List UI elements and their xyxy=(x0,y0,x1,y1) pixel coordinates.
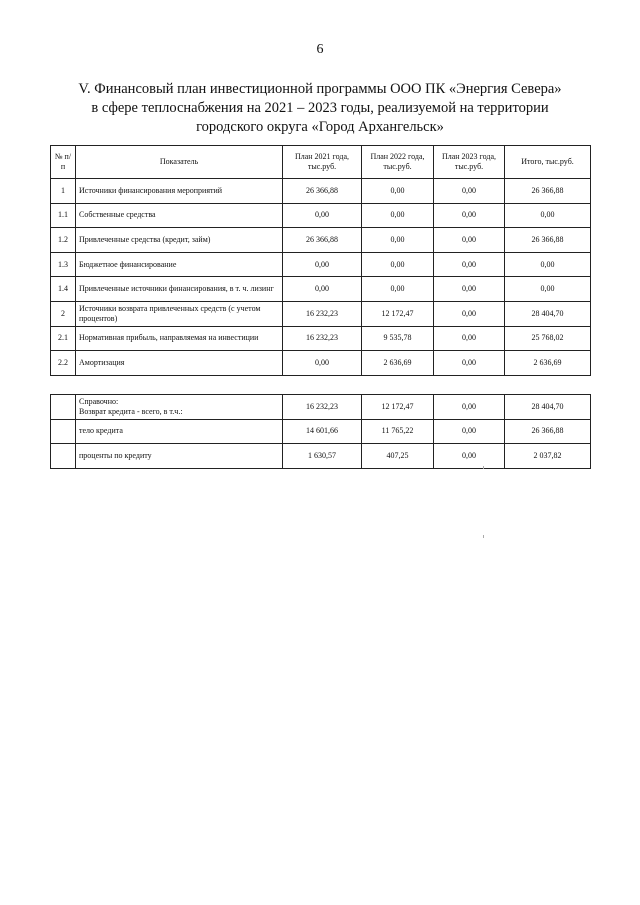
value-2021: 0,00 xyxy=(283,203,362,228)
row-index: 2 xyxy=(51,301,76,326)
row-indicator: Собственные средства xyxy=(76,203,283,228)
row-index xyxy=(51,395,76,420)
value-2021: 14 601,66 xyxy=(283,419,362,444)
value-2022: 2 636,69 xyxy=(362,351,434,376)
value-total: 0,00 xyxy=(505,203,591,228)
value-2022: 0,00 xyxy=(362,203,434,228)
row-indicator: Источники возврата привлеченных средств (с учетом процентов) xyxy=(76,301,283,326)
value-2023: 0,00 xyxy=(434,395,505,420)
value-2021: 16 232,23 xyxy=(283,395,362,420)
value-2023: 0,00 xyxy=(434,179,505,204)
row-index: 1.3 xyxy=(51,252,76,277)
value-2023: 0,00 xyxy=(434,351,505,376)
value-2023: 0,00 xyxy=(434,277,505,302)
scan-mark xyxy=(483,466,484,469)
value-2022: 0,00 xyxy=(362,277,434,302)
row-indicator xyxy=(76,444,283,469)
value-total: 0,00 xyxy=(505,277,591,302)
table-row xyxy=(51,326,591,351)
row-index: 2.2 xyxy=(51,351,76,376)
value-2022: 0,00 xyxy=(362,179,434,204)
table-row xyxy=(51,444,591,469)
table-row xyxy=(51,395,591,420)
heading-line-3: городского округа «Город Архангельск» xyxy=(196,119,444,135)
heading-line-2: в сфере теплоснабжения на 2021 – 2023 годы, реализуемой на территории xyxy=(91,100,549,116)
value-2022: 11 765,22 xyxy=(362,419,434,444)
scan-mark xyxy=(483,535,484,538)
value-2022: 0,00 xyxy=(362,228,434,253)
header-total: Итого, тыс.руб. xyxy=(505,146,591,179)
row-index: 1.4 xyxy=(51,277,76,302)
value-2021: 1 630,57 xyxy=(283,444,362,469)
value-total: 28 404,70 xyxy=(505,301,591,326)
header-plan-2021: План 2021 года, тыс.руб. xyxy=(283,146,362,179)
value-total: 26 366,88 xyxy=(505,179,591,204)
value-total: 2 037,82 xyxy=(505,444,591,469)
value-2023: 0,00 xyxy=(434,203,505,228)
value-total: 25 768,02 xyxy=(505,326,591,351)
value-2021: 26 366,88 xyxy=(283,228,362,253)
value-2022: 12 172,47 xyxy=(362,395,434,420)
value-2021: 16 232,23 xyxy=(283,301,362,326)
table-row xyxy=(51,252,591,277)
row-index: 2.1 xyxy=(51,326,76,351)
document-heading xyxy=(40,80,600,137)
financial-plan-table xyxy=(50,145,591,376)
row-index: 1 xyxy=(51,179,76,204)
header-indicator: Показатель xyxy=(76,146,283,179)
row-index: 1.2 xyxy=(51,228,76,253)
indicator-line: проценты по кредиту xyxy=(79,450,152,460)
value-total: 26 366,88 xyxy=(505,419,591,444)
indicator-line: Возврат кредита - всего, в т.ч.: xyxy=(79,406,183,416)
row-indicator: Бюджетное финансирование xyxy=(76,252,283,277)
row-index xyxy=(51,419,76,444)
value-2023: 0,00 xyxy=(434,228,505,253)
value-2023: 0,00 xyxy=(434,326,505,351)
page-number: 6 xyxy=(316,42,324,57)
header-index: № п/п xyxy=(51,146,76,179)
value-2022: 407,25 xyxy=(362,444,434,469)
row-index xyxy=(51,444,76,469)
row-indicator: Привлеченные средства (кредит, займ) xyxy=(76,228,283,253)
row-indicator: Источники финансирования мероприятий xyxy=(76,179,283,204)
table-row xyxy=(51,179,591,204)
value-2021: 16 232,23 xyxy=(283,326,362,351)
value-total: 0,00 xyxy=(505,252,591,277)
value-2023: 0,00 xyxy=(434,252,505,277)
heading-line-1: V. Финансовый план инвестиционной программы ООО ПК «Энергия Севера» xyxy=(78,81,562,97)
row-indicator: Привлеченные источники финансирования, в т. ч. лизинг xyxy=(76,277,283,302)
row-index: 1.1 xyxy=(51,203,76,228)
value-total: 26 366,88 xyxy=(505,228,591,253)
indicator-line: тело кредита xyxy=(79,426,123,436)
value-2021: 0,00 xyxy=(283,351,362,376)
value-2022: 0,00 xyxy=(362,252,434,277)
indicator-line: Справочно: xyxy=(79,396,119,406)
value-2021: 0,00 xyxy=(283,252,362,277)
value-total: 28 404,70 xyxy=(505,395,591,420)
value-2021: 26 366,88 xyxy=(283,179,362,204)
row-indicator xyxy=(76,395,283,420)
row-indicator: Нормативная прибыль, направляемая на инвестиции xyxy=(76,326,283,351)
row-indicator: Амортизация xyxy=(76,351,283,376)
table-row xyxy=(51,277,591,302)
value-2021: 0,00 xyxy=(283,277,362,302)
value-2022: 12 172,47 xyxy=(362,301,434,326)
table-header-row xyxy=(51,146,591,179)
table-row xyxy=(51,351,591,376)
reference-table xyxy=(50,394,591,469)
value-2023: 0,00 xyxy=(434,444,505,469)
value-total: 2 636,69 xyxy=(505,351,591,376)
value-2023: 0,00 xyxy=(434,419,505,444)
table-row xyxy=(51,203,591,228)
header-plan-2022: План 2022 года, тыс.руб. xyxy=(362,146,434,179)
table-row xyxy=(51,228,591,253)
value-2022: 9 535,78 xyxy=(362,326,434,351)
header-plan-2023: План 2023 года, тыс.руб. xyxy=(434,146,505,179)
value-2023: 0,00 xyxy=(434,301,505,326)
table-row xyxy=(51,301,591,326)
row-indicator xyxy=(76,419,283,444)
table-row xyxy=(51,419,591,444)
